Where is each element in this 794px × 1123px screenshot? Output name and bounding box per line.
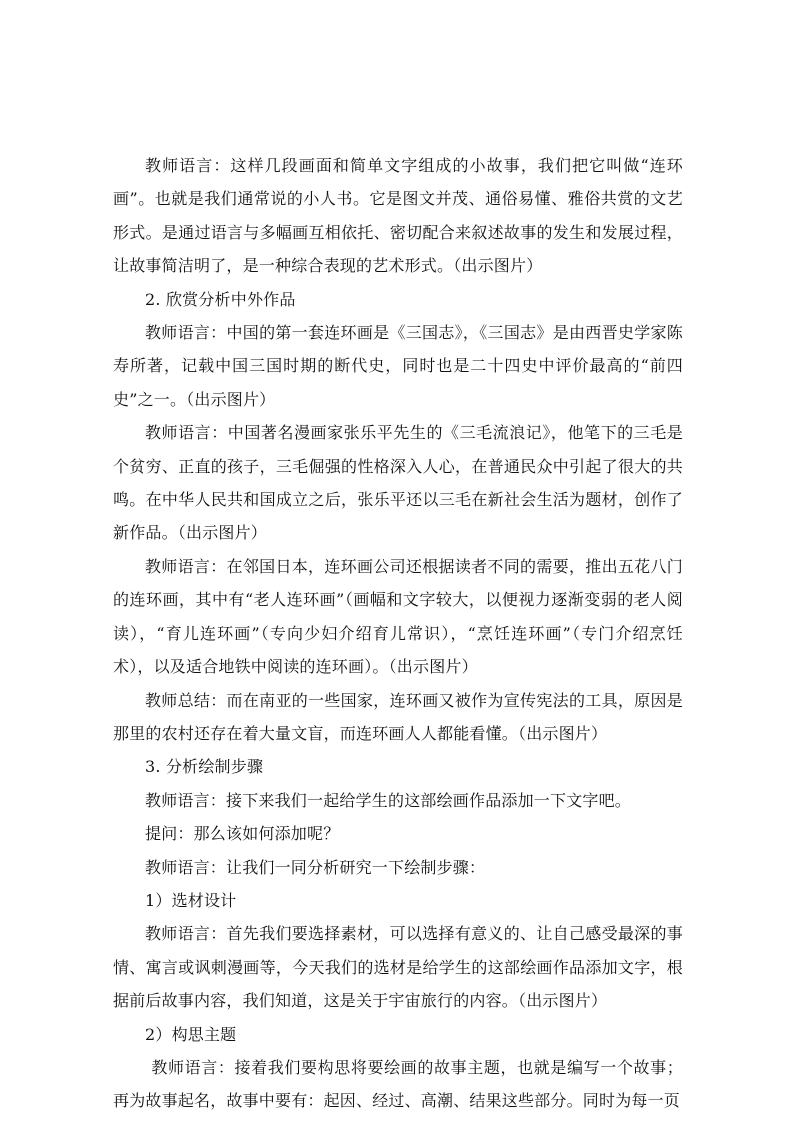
paragraph-analyze-steps: 教师语言：让我们一同分析研究一下绘制步骤： — [145, 857, 486, 877]
paragraph-south-asia: 教师总结：而在南亚的一些国家，连环画又被作为宣传宪法的工具，原因是那里的农村还存在着大量文盲，而连环画人人都能看懂。（出示图片） — [113, 690, 683, 743]
heading-theme: 2）构思主题 — [145, 1024, 237, 1044]
heading-material-design: 1）选材设计 — [145, 890, 237, 910]
paragraph-choose-material: 教师语言：首先我们要选择素材，可以选择有意义的、让自己感受最深的事情、寓言或讽刺漫画等，今天我们的选材是给学生的这部绘画作品添加文字，根据前后故事内容，我们知道，这是关于宇宙旅行的内容。（出示图片） — [113, 924, 683, 1011]
paragraph-story-theme: 教师语言：接着我们要构思将要绘画的故事主题，也就是编写一个故事；再为故事起名，故事中要有：起因、经过、高潮、结果这些部分。同时为每一页 — [113, 1057, 683, 1111]
paragraph-japan: 教师语言：在邻国日本，连环画公司还根据读者不同的需要，推出五花八门的连环画，其中有“老人连环画”（画幅和文字较大，以便视力逐渐变弱的老人阅读），“育儿连环画”（专向少妇介绍育儿常识），“烹饪连环画”（专门介绍烹饪术），以及适合地铁中阅读的连环画）。（出示图片） — [113, 556, 683, 677]
heading-drawing-steps: 3. 分析绘制步骤 — [145, 757, 264, 777]
paragraph-sanmao: 教师语言：中国著名漫画家张乐平先生的《三毛流浪记》，他笔下的三毛是个贫穷、正直的孩子，三毛倔强的性格深入人心，在普通民众中引起了很大的共鸣。在中华人民共和国成立之后，张乐平还以三毛在新社会生活为题材，创作了新作品。（出示图片） — [113, 423, 683, 543]
paragraph-lianhuanhua-definition: 教师语言：这样几段画面和简单文字组成的小故事，我们把它叫做“连环画”。也就是我们通常说的小人书。它是图文并茂、通俗易懂、雅俗共赏的文艺形式。是通过语言与多幅画互相依托、密切配合来叙述故事的发生和发展过程，让故事简洁明了，是一种综合表现的艺术形式。（出示图片） — [113, 156, 683, 276]
paragraph-sanguozhi: 教师语言：中国的第一套连环画是《三国志》，《三国志》是由西晋史学家陈寿所著，记载中国三国时期的断代史，同时也是二十四史中评价最高的“前四史”之一。（出示图片） — [113, 323, 683, 409]
paragraph-add-text: 教师语言：接下来我们一起给学生的这部绘画作品添加一下文字吧。 — [145, 790, 632, 810]
paragraph-question: 提问：那么该如何添加呢？ — [145, 824, 340, 844]
heading-appreciate-works: 2. 欣赏分析中外作品 — [145, 289, 296, 309]
document-body — [113, 149, 683, 1118]
